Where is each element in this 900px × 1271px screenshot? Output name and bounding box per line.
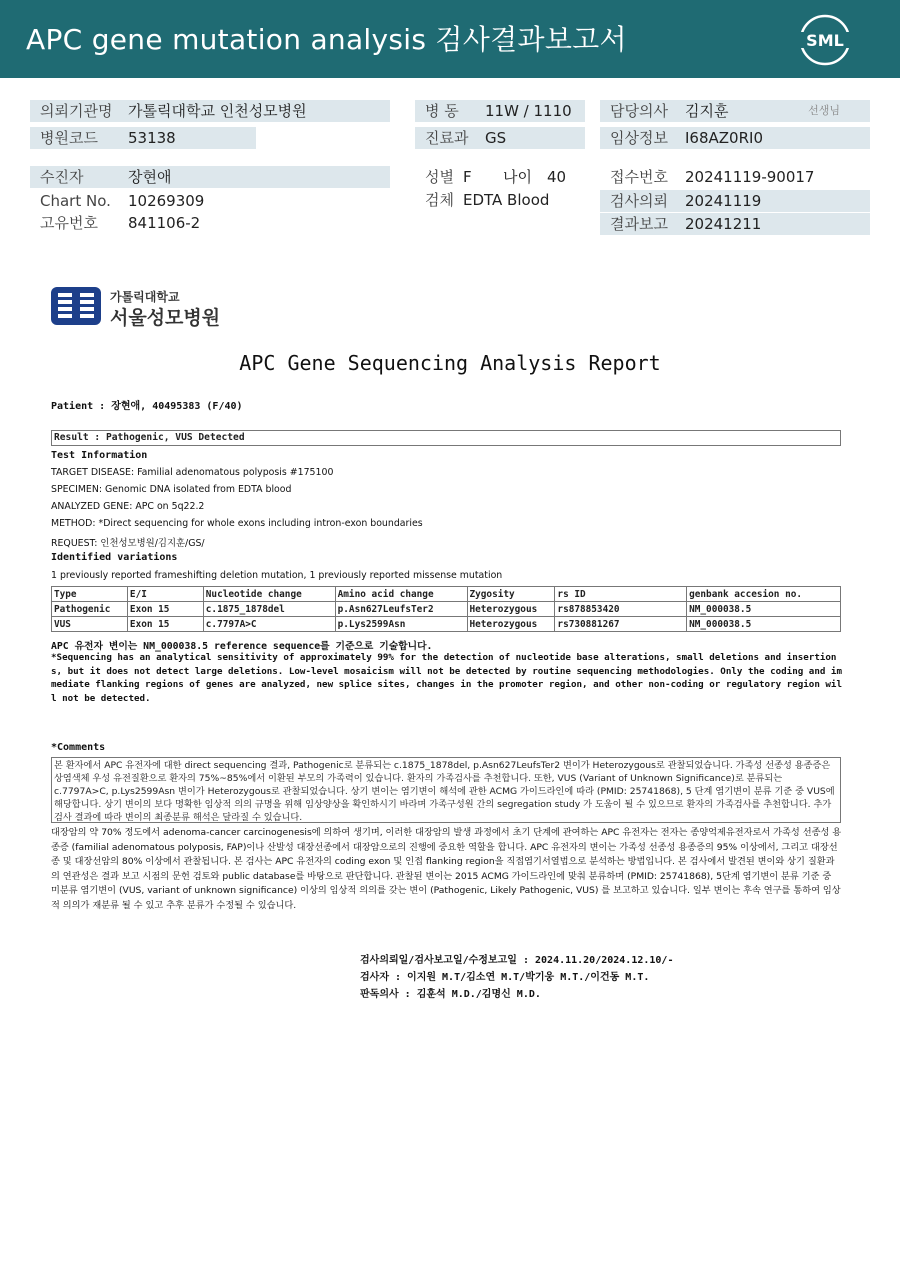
variants-table	[51, 586, 841, 632]
unique-field	[30, 212, 390, 234]
specimen-label: 검체	[425, 191, 454, 209]
hospital-code-value: 53138	[128, 129, 176, 147]
table-cell: rs730881267	[555, 617, 687, 632]
table-cell: rs878853420	[555, 602, 687, 617]
request-date-value: 20241119	[685, 192, 762, 210]
ward-field	[415, 100, 585, 122]
result-box: Result : Pathogenic, VUS Detected	[51, 430, 841, 446]
sml-logo-text: SML	[806, 31, 844, 50]
readers-line: 판독의사 : 김훈석 M.D./김명신 M.D.	[360, 989, 541, 1000]
dept-field	[415, 127, 585, 149]
doctor-suffix: 선생님	[808, 104, 840, 117]
header-ei: E/I	[127, 587, 203, 602]
report-date-field	[600, 213, 870, 235]
receipt-field	[600, 166, 870, 188]
method-line: METHOD: *Direct sequencing for whole exons including intron-exon boundaries	[51, 518, 423, 529]
examiners-line: 검사자 : 이지원 M.T/김소연 M.T/박기웅 M.T./이건동 M.T.	[360, 972, 650, 983]
hospital-name-small: 가톨릭대학교	[110, 290, 180, 304]
receipt-label: 접수번호	[610, 168, 668, 186]
table-cell: VUS	[52, 617, 128, 632]
specimen-value: EDTA Blood	[463, 191, 550, 209]
doctor-field	[600, 100, 870, 122]
dept-value: GS	[485, 129, 507, 147]
chart-value: 10269309	[128, 192, 205, 210]
reference-note: APC 유전자 변이는 NM_000038.5 reference sequence를 기준으로 기술합니다.	[51, 641, 433, 652]
table-cell: Exon 15	[127, 617, 203, 632]
unique-value: 841106-2	[128, 214, 201, 232]
requester-label: 의뢰기관명	[40, 102, 113, 120]
specimen-field	[415, 189, 590, 211]
table-cell: Heterozygous	[467, 617, 555, 632]
comment-box: 본 환자에서 APC 유전자에 대한 direct sequencing 결과, Pathogenic로 분류되는 c.1875_1878del, p.Asn627LeufsTer2 변이가 Heterozygous로 관찰되었습니다. 가족성 선종성 용종증은 상염색체 우성 유전질환으로 환자의 75%~85%에서 이환된 부모의 가족력이 있습니다. 환자의 가족검사를 추천합니다. 또한, VUS (Variant of Unknown Significance)로 분류되는 c.7797A>C, p.Lys2599Asn 변이가 Heterozygous로 관찰되었습니다. 상기 변이는 염기변이 해석에 관한 ACMG 가이드라인에 따라 (PMID: 25741868), 5 단계 염기변이 분류 기준 중 VUS에 해당합니다. 상기 변이의 보다 명확한 임상적 의의 규명을 위해 임상양상을 확인하시기 바라며 가족구성원 간의 segregation study 가 도움이 될 수 있으므로 환자의 가족검사를 추천합니다. 추가 검사 결과에 따라 변이의 최종분류 해석은 달라질 수 있습니다.	[51, 757, 841, 823]
test-info-heading: Test Information	[51, 450, 148, 461]
comments-heading: *Comments	[51, 742, 106, 753]
clinical-label: 임상정보	[610, 129, 668, 147]
table-cell: Exon 15	[127, 602, 203, 617]
dates-line: 검사의뢰일/검사보고일/수정보고일 : 2024.11.20/2024.12.10/-	[360, 955, 674, 966]
identified-heading: Identified variations	[51, 552, 178, 563]
identified-summary: 1 previously reported frameshifting deletion mutation, 1 previously reported missense mutation	[51, 570, 503, 581]
doctor-label: 담당의사	[610, 102, 668, 120]
patient-value: 장현애	[128, 168, 172, 186]
clinical-value: I68AZ0RI0	[685, 129, 763, 147]
request-date-field	[600, 190, 870, 212]
chart-field	[30, 190, 390, 212]
doctor-value: 김지훈	[685, 102, 729, 120]
patient-field	[30, 166, 390, 188]
request-date-label: 검사의뢰	[610, 192, 668, 210]
hospital-name-large: 서울성모병원	[110, 307, 221, 329]
patient-label: 수진자	[40, 168, 84, 186]
requester-field	[30, 100, 390, 122]
table-cell: p.Lys2599Asn	[335, 617, 467, 632]
target-disease-line: TARGET DISEASE: Familial adenomatous polyposis #175100	[51, 467, 334, 478]
age-label: 나이	[503, 168, 532, 186]
receipt-value: 20241119-90017	[685, 168, 815, 186]
specimen-line: SPECIMEN: Genomic DNA isolated from EDTA blood	[51, 484, 292, 495]
report-date-value: 20241211	[685, 215, 762, 233]
request-line: REQUEST: 인천성모병원/김지훈/GS/	[51, 538, 205, 549]
hospital-code-label: 병원코드	[40, 129, 98, 147]
unique-label: 고유번호	[40, 214, 98, 232]
sex-age-field	[415, 166, 590, 188]
analyzed-gene-line: ANALYZED GENE: APC on 5q22.2	[51, 501, 205, 512]
table-cell: p.Asn627LeufsTer2	[335, 602, 467, 617]
ward-label: 병 동	[425, 102, 459, 120]
report-title: APC Gene Sequencing Analysis Report	[239, 351, 661, 375]
sex-value: F	[463, 168, 472, 186]
header-zygosity: Zygosity	[467, 587, 555, 602]
sex-label: 성별	[425, 168, 454, 186]
header-amino-acid: Amino acid change	[335, 587, 467, 602]
requester-value: 가톨릭대학교 인천성모병원	[128, 102, 307, 120]
header-rsid: rs ID	[555, 587, 687, 602]
table-cell: Heterozygous	[467, 602, 555, 617]
hospital-code-field	[30, 127, 256, 149]
variants-table-header	[52, 587, 841, 602]
header-type: Type	[52, 587, 128, 602]
header-nucleotide: Nucleotide change	[203, 587, 335, 602]
report-date-label: 결과보고	[610, 215, 668, 233]
table-row	[52, 602, 841, 617]
table-cell: NM_000038.5	[687, 617, 841, 632]
sml-logo-icon	[796, 12, 854, 66]
table-cell: Pathogenic	[52, 602, 128, 617]
patient-line: Patient : 장현애, 40495383 (F/40)	[51, 401, 243, 412]
chart-label: Chart No.	[40, 192, 111, 210]
header-genbank: genbank accesion no.	[687, 587, 841, 602]
report-header	[0, 0, 900, 78]
age-value: 40	[547, 168, 567, 186]
table-cell: c.7797A>C	[203, 617, 335, 632]
report-header-title: APC gene mutation analysis 검사결과보고서	[26, 23, 627, 56]
table-row	[52, 617, 841, 632]
ward-value: 11W / 1110	[485, 102, 572, 120]
dept-label: 진료과	[425, 129, 469, 147]
sensitivity-note: *Sequencing has an analytical sensitivity of approximately 99% for the detection of nucleotide base alterations, small deletions and insertions, but it does not detect large deletions. Low-level mosaicism will not be detected by routine sequencing methodologies. Only the coding and immediate flanking regions of genes are analyzed, new splice sites, changes in the promoter region, and other non-coding or regulatory region will not be detected.	[51, 652, 842, 704]
clinical-field	[600, 127, 870, 149]
table-cell: NM_000038.5	[687, 602, 841, 617]
hospital-emblem-icon	[50, 286, 102, 326]
table-cell: c.1875_1878del	[203, 602, 335, 617]
comment-text: 대장암의 약 70% 정도에서 adenoma-cancer carcinogenesis에 의하여 생기며, 이러한 대장암의 발생 과정에서 초기 단계에 관여하는 APC 유전자는 전자는 종양억제유전자로서 가족성 선종성 용종증 (familial adenomatous polyposis, FAP)이나 산발성 대장선종에서 대장암으로의 진행에 중요한 역할을 합니다. APC 유전자의 변이는 가족성 선종성 용종증의 95% 이상에서, 그리고 대장선종 및 대장선암의 80% 이상에서 관찰됩니다. 본 검사는 APC 유전자의 coding exon 및 인접 flanking region을 직접염기서열법으로 분석하는 방법입니다. 본 검사에서 발견된 변이와 상기 질환과의 연관성은 결과 보고 시점의 문헌 검토와 public database를 바탕으로 판단합니다. 관찰된 변이는 2015 ACMG 가이드라인에 맞춰 분류하며 (PMID: 25741868), 5단계 염기변이 분류 기준 중 미분류 염기변이 (VUS, variant of unknown significance) 이상의 임상적 의의를 갖는 변이 (Pathogenic, Likely Pathogenic, VUS) 를 보고하고 있습니다. 일부 변이는 후속 연구를 통하여 임상적 의의가 재분류 될 수 있고 추후 분류가 수정될 수 있습니다.	[51, 827, 842, 911]
